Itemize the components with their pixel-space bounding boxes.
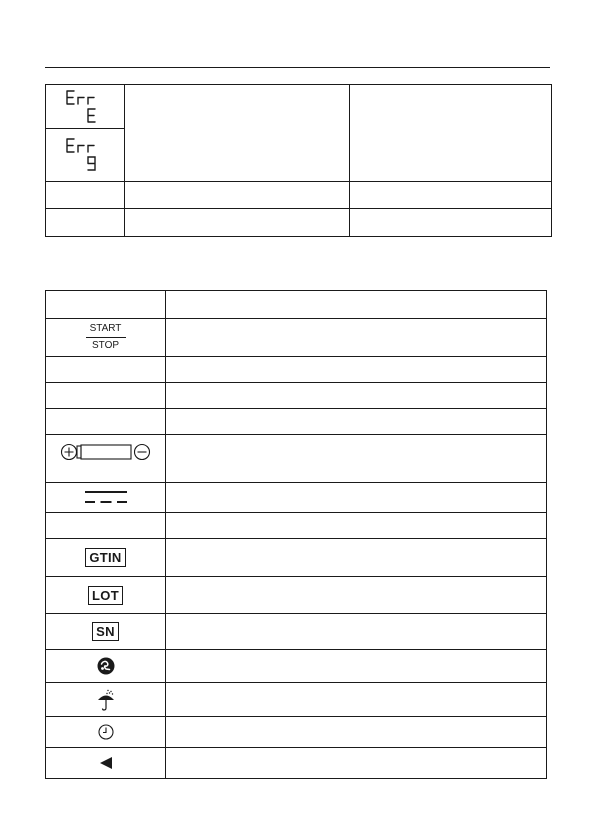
symbol-cell [46,650,166,683]
meaning-cell [166,614,547,650]
table-row [46,717,547,748]
symbol-cell [46,683,166,717]
gtin-label: GTIN [85,548,125,567]
symbol-cell [46,717,166,748]
symbol-cell [46,539,166,577]
table-row [46,409,547,435]
table-row [46,683,547,717]
meaning-cell [166,577,547,614]
sn-label: SN [92,622,119,641]
symbol-cell [46,357,166,383]
symbol-cell [46,748,166,779]
table-row [46,291,547,319]
error-code-cell [46,85,125,129]
table-row [46,182,552,209]
table-row [46,614,547,650]
meaning-cell [166,539,547,577]
error-remedy-cell [350,85,552,182]
meaning-cell [166,383,547,409]
start-label: START [89,322,122,334]
symbol-cell [46,291,166,319]
symbol-cell [46,513,166,539]
table-row [46,209,552,237]
follow-instructions-icon [97,657,115,675]
meaning-cell [166,319,547,357]
meaning-cell [166,683,547,717]
table-row [46,435,547,483]
meaning-cell [166,748,547,779]
table-row [46,383,547,409]
keep-dry-umbrella-icon [96,689,116,711]
meaning-cell [166,650,547,683]
table-row [46,483,547,513]
table-row [46,539,547,577]
clock-icon [98,724,114,740]
meaning-cell [166,717,547,748]
symbol-table [45,290,547,779]
table-row [46,577,547,614]
symbol-cell [46,409,166,435]
table-row [46,357,547,383]
table-row [46,513,547,539]
meaning-cell [166,483,547,513]
meaning-cell [166,357,547,383]
error-table [45,84,552,237]
error-code-err-9-display [65,137,105,173]
error-description-cell [125,85,350,182]
error-description-cell [125,182,350,209]
table-row [46,85,552,129]
start-stop-label [86,323,126,352]
meaning-cell [166,409,547,435]
fraction-bar [86,337,126,338]
table-row [46,748,547,779]
meaning-cell [166,291,547,319]
symbol-cell [46,319,166,357]
meaning-cell [166,513,547,539]
table-row [46,319,547,357]
stop-label: STOP [91,339,120,351]
meaning-cell [166,435,547,483]
error-code-cell [46,209,125,237]
symbol-cell [46,435,166,483]
error-description-cell [125,209,350,237]
error-remedy-cell [350,182,552,209]
error-code-err-e-display [65,89,105,125]
lot-label: LOT [88,586,123,605]
error-remedy-cell [350,209,552,237]
symbol-cell [46,577,166,614]
left-triangle-icon [99,756,113,770]
table-row [46,650,547,683]
battery-polarity-icon [60,442,152,462]
symbol-cell [46,383,166,409]
symbol-cell [46,483,166,513]
error-code-cell [46,129,125,182]
direct-current-icon [84,490,128,504]
symbol-cell [46,614,166,650]
header-rule [45,67,550,68]
error-code-cell [46,182,125,209]
